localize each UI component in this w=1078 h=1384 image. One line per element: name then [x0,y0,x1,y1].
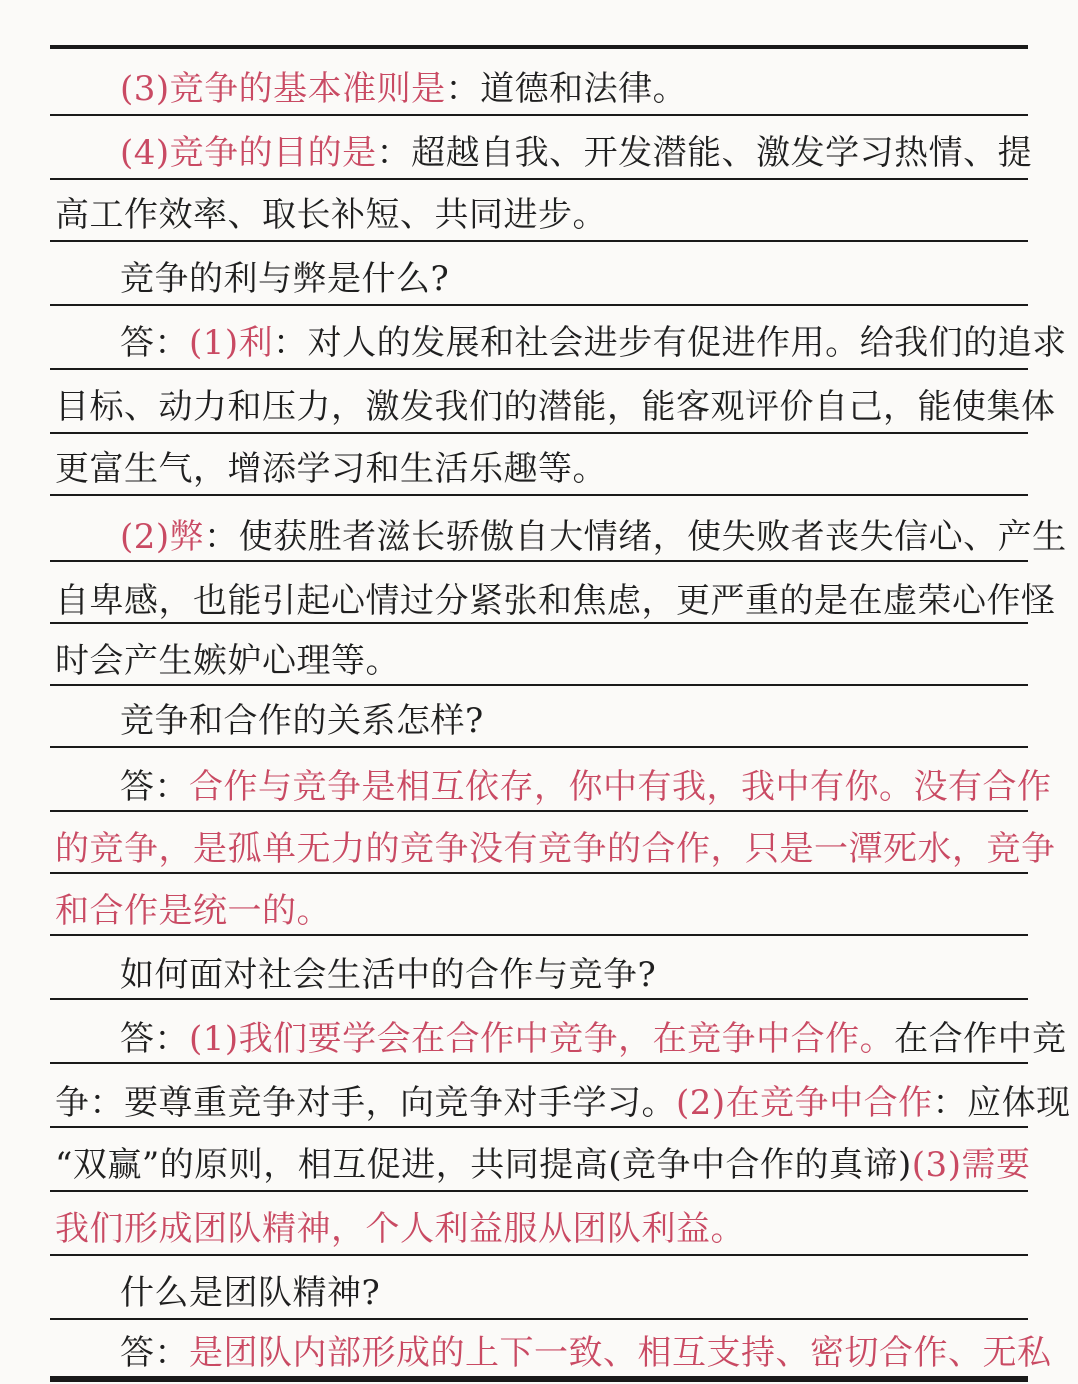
text-segment: ：超越自我、开发潜能、激发学习热情、提 [376,133,1033,173]
text-segment: ：应体现 [932,1083,1071,1123]
ruled-line [50,998,1028,1000]
answer-line [55,884,1030,938]
answer-line [55,1076,1071,1130]
text-segment: 在合作中竞 [894,1019,1067,1059]
question-heading [120,252,1030,306]
ruled-line [50,432,1028,434]
highlighted-text-segment: 合作与竞争是相互依存，你中有我，我中有你。没有合作 [189,767,1052,807]
ruled-line [50,810,1028,812]
ruled-line [50,1190,1028,1192]
question-heading [120,694,1030,748]
answer-line [55,634,1030,688]
ruled-line [50,304,1028,306]
highlighted-text-segment: (1)利 [189,323,274,363]
ruled-line [50,1126,1028,1128]
text-segment: 如何面对社会生活中的合作与竞争? [120,955,657,995]
ruled-line [50,368,1028,370]
ruled-line [50,934,1028,936]
ruled-line [50,114,1028,116]
answer-line [120,760,1052,814]
text-segment: ：道德和法律。 [445,69,688,109]
highlighted-text-segment: 我们形成团队精神，个人利益服从团队利益。 [55,1209,745,1249]
text-segment: 高工作效率、取长补短、共同进步。 [55,195,607,235]
text-segment: 竞争的利与弊是什么? [120,259,450,299]
top-border-rule [50,45,1028,49]
answer-line [120,510,1067,564]
ruled-line [50,1254,1028,1256]
answer-line [55,442,1030,496]
ruled-line [50,1062,1028,1064]
highlighted-text-segment: (3)竞争的基本准则是 [120,69,446,109]
question-heading [120,948,1030,1002]
highlighted-text-segment: (2)在竞争中合作 [676,1083,933,1123]
text-segment: 什么是团队精神? [120,1273,381,1313]
text-segment: 竞争和合作的关系怎样? [120,701,484,741]
highlighted-text-segment: 是团队内部形成的上下一致、相互支持、密切合作、无私 [189,1333,1052,1373]
text-segment: 自卑感，也能引起心情过分紧张和焦虑，更严重的是在虚荣心作怪 [55,581,1056,621]
answer-line [120,1012,1067,1066]
text-segment: 答： [120,767,189,807]
answer-line [55,1138,1030,1192]
answer-line [120,316,1067,370]
answer-line [120,1326,1052,1380]
ruled-line [50,684,1028,686]
highlighted-text-segment: 的竞争，是孤单无力的竞争没有竞争的合作，只是一潭死水，竞争 [55,829,1056,869]
text-segment: 答： [120,1019,189,1059]
note-line [120,126,1033,180]
text-segment: 争：要尊重竞争对手，向竞争对手学习。 [55,1083,676,1123]
ruled-line [50,1318,1028,1320]
answer-line [55,574,1056,628]
answer-line [55,1202,1030,1256]
highlighted-text-segment: (1)我们要学会在合作中竞争，在竞争中合作。 [189,1019,895,1059]
text-segment: ：对人的发展和社会进步有促进作用。给我们的追求 [273,323,1067,363]
text-segment: 目标、动力和压力，激发我们的潜能，能客观评价自己，能使集体 [55,387,1056,427]
ruled-line [50,240,1028,242]
text-segment: 答： [120,1333,189,1373]
note-line [55,188,1030,242]
question-heading [120,1266,1030,1320]
ruled-line [50,746,1028,748]
text-segment: 更富生气，增添学习和生活乐趣等。 [55,449,607,489]
answer-line [55,380,1056,434]
text-segment: 时会产生嫉妒心理等。 [55,641,400,681]
highlighted-text-segment: (3)需要 [911,1145,1031,1185]
highlighted-text-segment: 和合作是统一的。 [55,891,331,931]
ruled-line [50,622,1028,624]
highlighted-text-segment: (4)竞争的目的是 [120,133,377,173]
text-segment: ：使获胜者滋长骄傲自大情绪，使失败者丧失信心、产生 [204,517,1067,557]
ruled-line [50,178,1028,180]
note-line [120,62,1030,116]
text-segment: 答： [120,323,189,363]
text-segment: “双赢”的原则，相互促进，共同提高(竞争中合作的真谛) [55,1145,912,1185]
ruled-line [50,872,1028,874]
bottom-border-rule [50,1376,1028,1382]
ruled-line [50,560,1028,562]
highlighted-text-segment: (2)弊 [120,517,205,557]
ruled-line [50,494,1028,496]
answer-line [55,822,1056,876]
